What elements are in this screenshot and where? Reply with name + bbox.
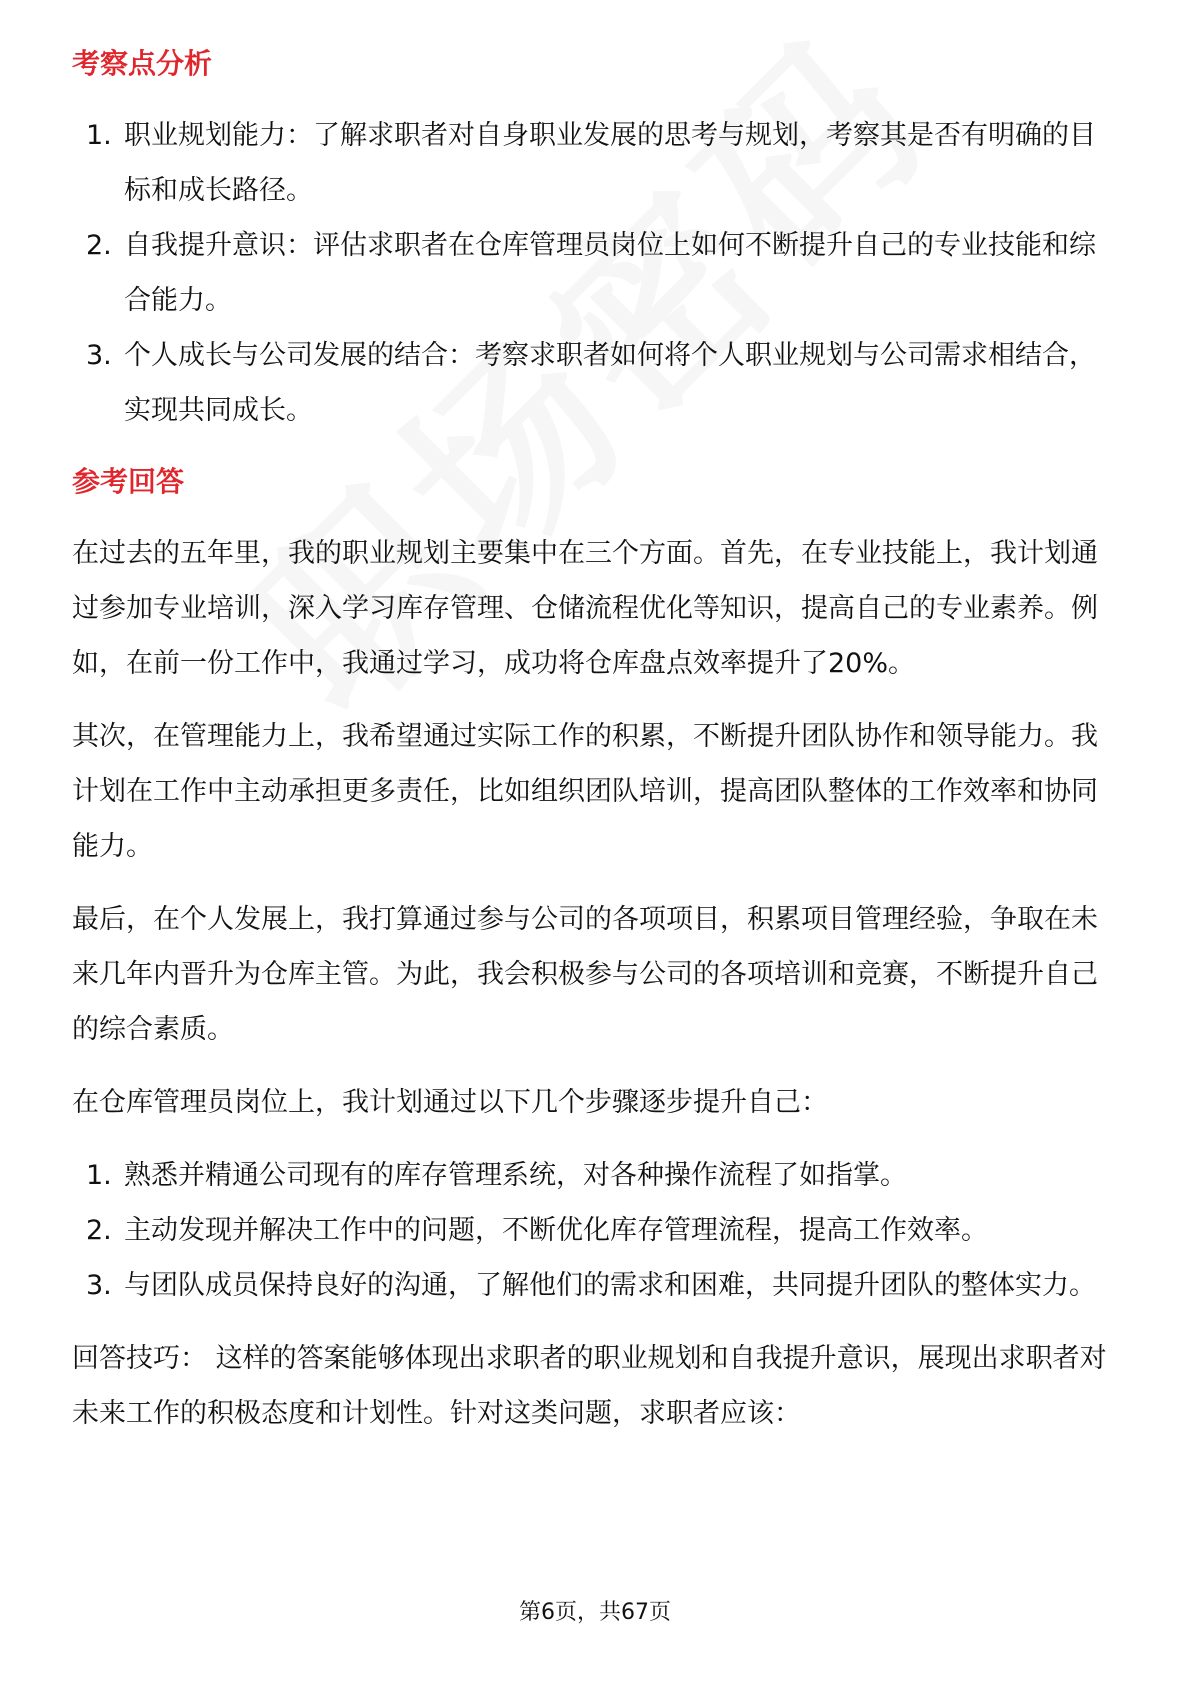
answer-tips: 回答技巧： 这样的答案能够体现出求职者的职业规划和自我提升意识，展现出求职者对未来工作的积极态度和计划性。针对这类问题，求职者应该： [72,1343,1107,1429]
list-item-text: 职业规划能力：了解求职者对自身职业发展的思考与规划，考察其是否有明确的目标和成长路径。 [124,120,1096,206]
list-item [72,218,1122,328]
list-item [72,108,1122,218]
steps-list [72,1148,1122,1313]
list-item-text: 自我提升意识：评估求职者在仓库管理员岗位上如何不断提升自己的专业技能和综合能力。 [124,230,1096,316]
answer-paragraph: 在过去的五年里，我的职业规划主要集中在三个方面。首先，在专业技能上，我计划通过参加专业培训，深入学习库存管理、仓储流程优化等知识，提高自己的专业素养。例如，在前一份工作中，我通过学习，成功将仓库盘点效率提升了20%。 [72,538,1098,679]
answer-paragraph: 最后，在个人发展上，我打算通过参与公司的各项项目，积累项目管理经验，争取在未来几年内晋升为仓库主管。为此，我会积极参与公司的各项培训和竞赛，不断提升自己的综合素质。 [72,904,1098,1045]
analysis-list [72,108,1122,438]
answer-paragraph: 在仓库管理员岗位上，我计划通过以下几个步骤逐步提升自己： [72,1087,828,1118]
page-content [72,42,1122,1441]
list-number: 1. [86,1160,112,1191]
list-item [72,1148,1122,1203]
list-number: 2. [86,230,112,261]
list-item [72,1203,1122,1258]
list-item-text: 熟悉并精通公司现有的库存管理系统，对各种操作流程了如指掌。 [124,1160,907,1191]
answer-paragraph: 其次，在管理能力上，我希望通过实际工作的积累，不断提升团队协作和领导能力。我计划在工作中主动承担更多责任，比如组织团队培训，提高团队整体的工作效率和协同能力。 [72,721,1098,862]
list-item-text: 与团队成员保持良好的沟通，了解他们的需求和困难，共同提升团队的整体实力。 [124,1270,1096,1301]
list-number: 2. [86,1215,112,1246]
page-number: 第6页，共67页 [519,1600,671,1625]
list-number: 3. [86,340,112,371]
list-item [72,328,1122,438]
list-item [72,1258,1122,1313]
analysis-heading: 考察点分析 [72,47,213,80]
list-number: 1. [86,120,112,151]
list-number: 3. [86,1270,112,1301]
list-item-text: 个人成长与公司发展的结合：考察求职者如何将个人职业规划与公司需求相结合，实现共同成长。 [124,340,1096,426]
answer-heading: 参考回答 [72,465,185,498]
list-item-text: 主动发现并解决工作中的问题，不断优化库存管理流程，提高工作效率。 [124,1215,988,1246]
